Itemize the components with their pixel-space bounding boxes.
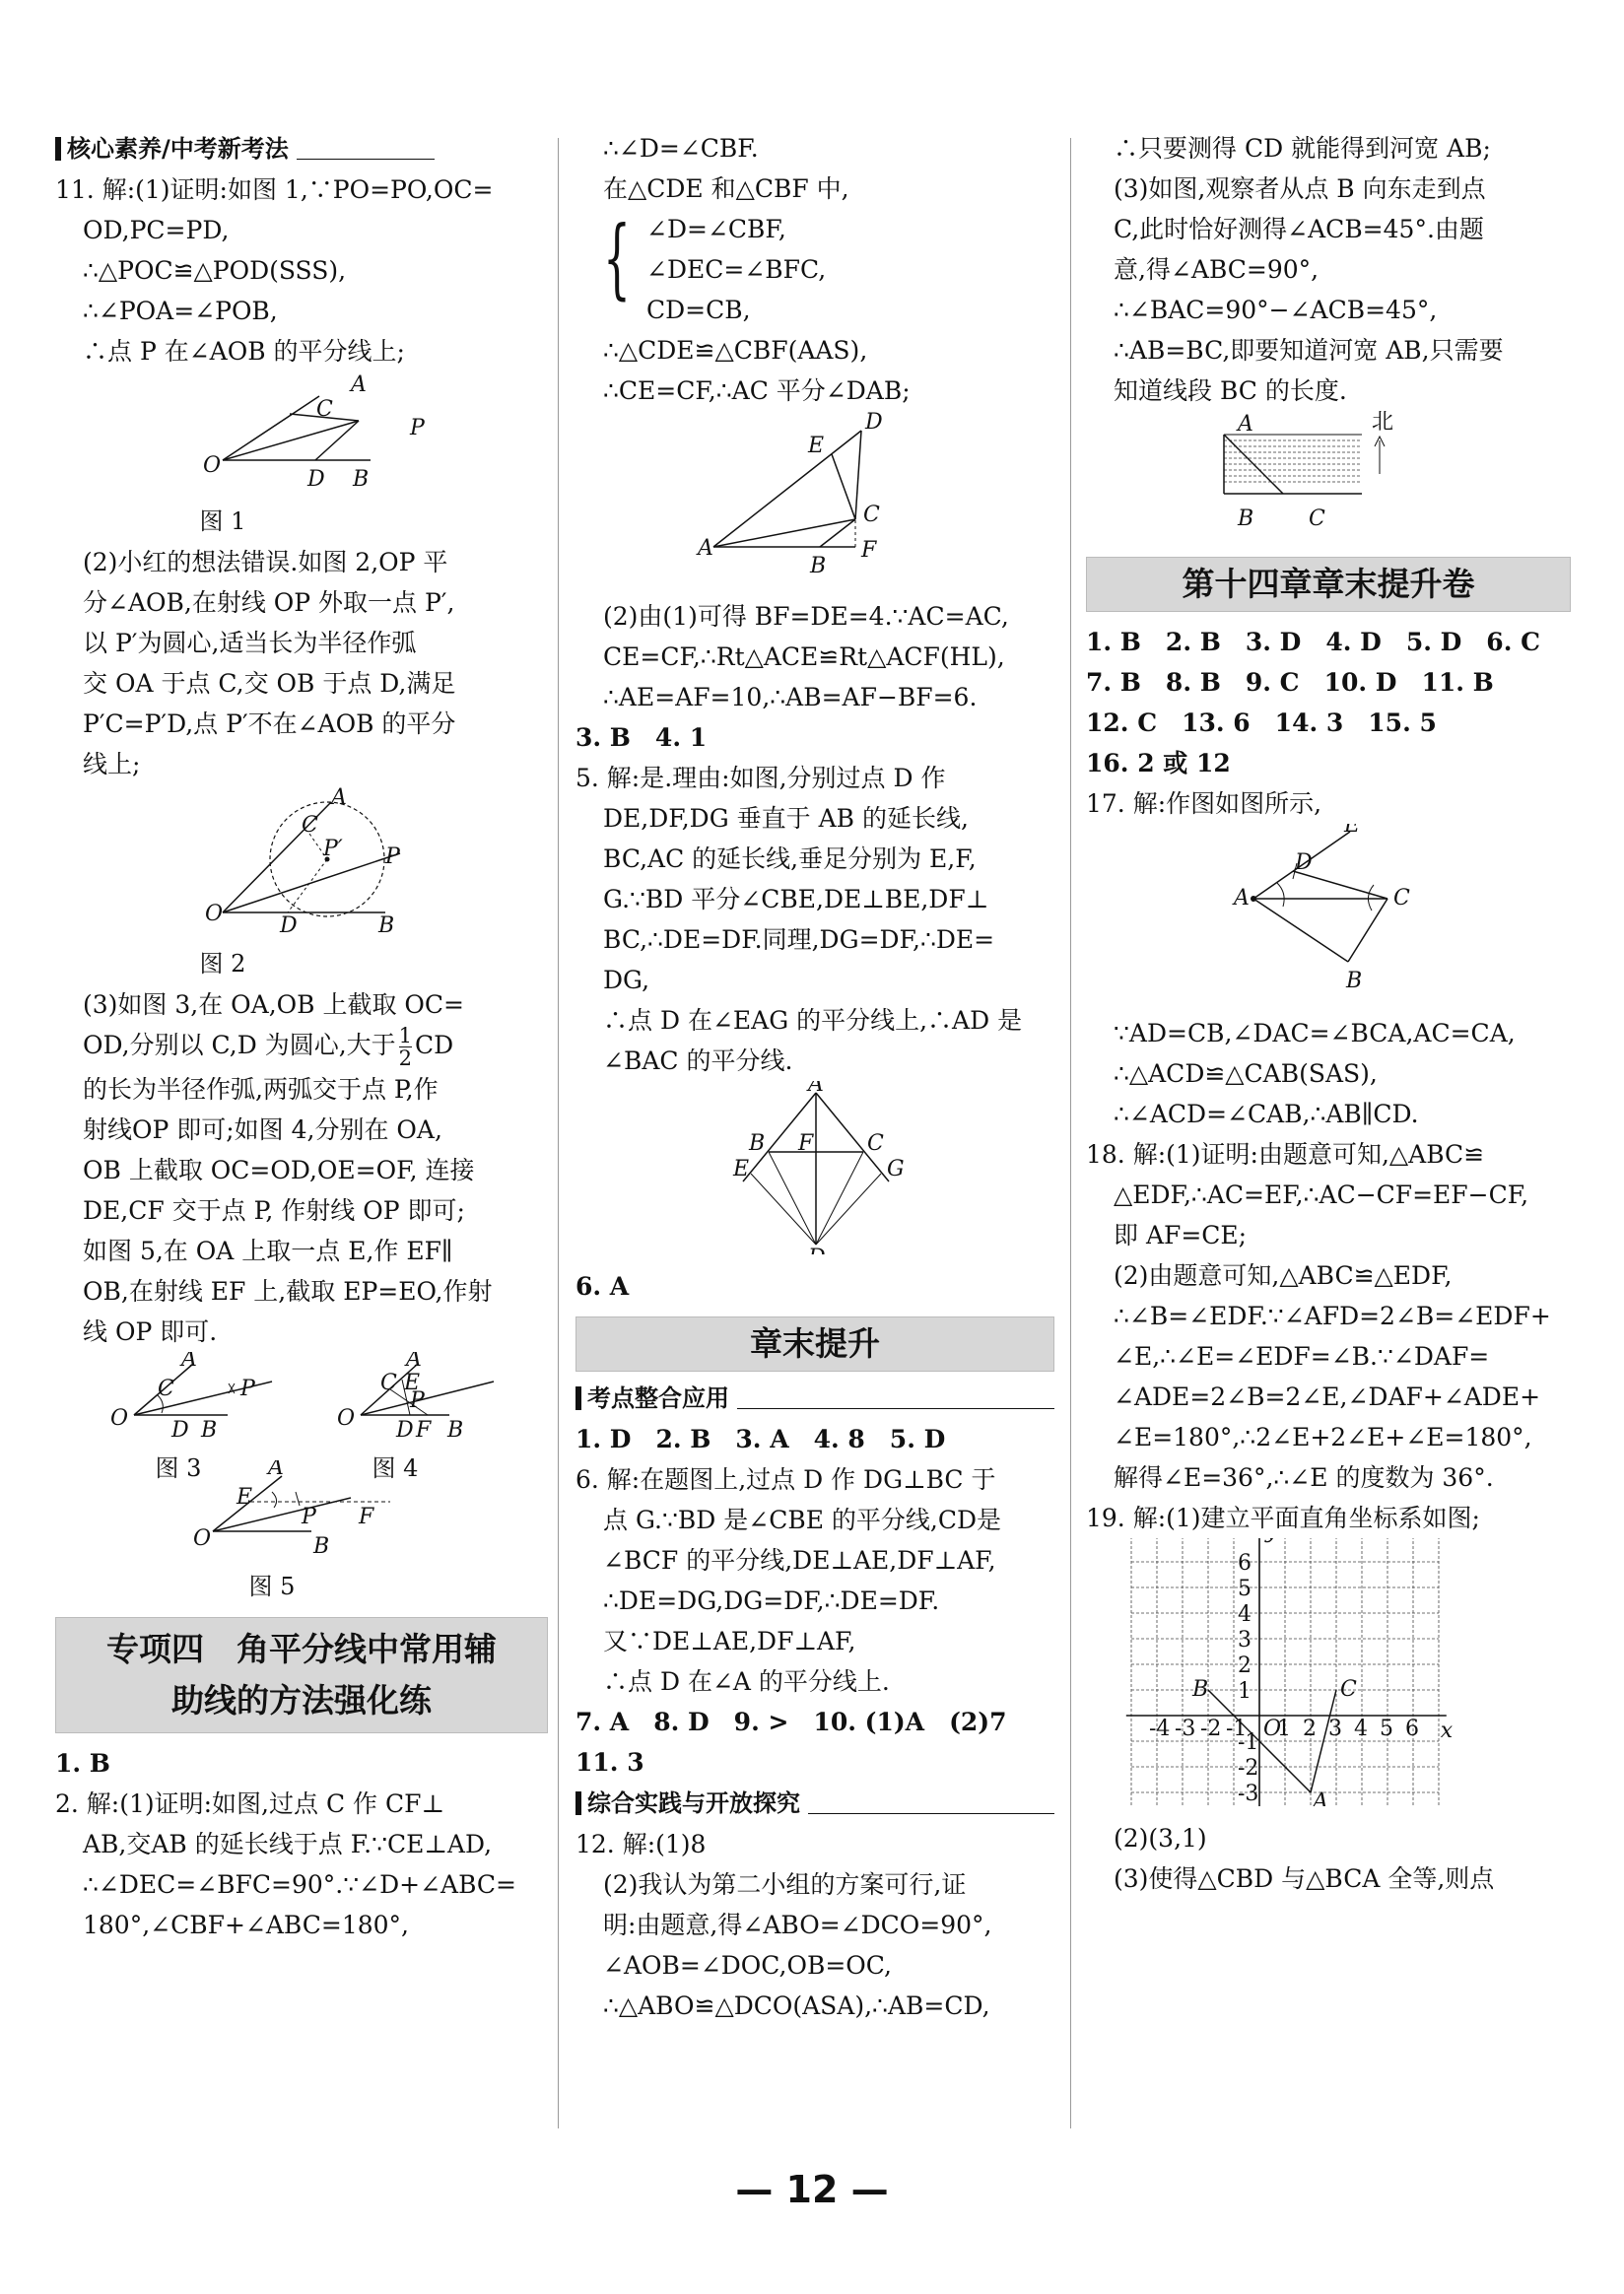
q12-line: (2)我认为第二小组的方案可行,证 — [603, 1870, 967, 1899]
svg-text:P: P — [410, 416, 425, 440]
svg-text:E: E — [733, 1157, 750, 1181]
figure-q5 — [575, 1081, 1054, 1266]
q19-line: 19. 解:(1)建立平面直角坐标系如图; — [1086, 1504, 1480, 1532]
x-tick-label: -2 — [1200, 1717, 1222, 1741]
banner-line: 助线的方法强化练 — [171, 1681, 432, 1720]
svg-text:B: B — [447, 1418, 464, 1437]
q5-line: G.∵BD 平分∠CBE,DE⊥BE,DF⊥ — [603, 885, 989, 913]
svg-text:O: O — [203, 453, 222, 478]
q11-text: OD,分别以 C,D 为圆心,大于 — [83, 1031, 396, 1059]
q11-line: ∴∠POA=∠POB, — [83, 297, 278, 325]
q18-line: 即 AF=CE; — [1114, 1221, 1248, 1249]
answers-1-5: 1. D 2. B 3. A 4. 8 5. D — [575, 1425, 946, 1453]
section-header: 考点整合应用 — [575, 1382, 1054, 1415]
left-brace: { — [603, 207, 631, 308]
banner-special-topic — [55, 1617, 548, 1733]
figure-2-diagram — [55, 784, 548, 932]
fraction — [399, 1025, 412, 1069]
figure-3-4-diagram — [55, 1352, 548, 1437]
svg-text:A: A — [406, 1352, 422, 1372]
figure-5-caption: 图 5 — [248, 1573, 296, 1600]
svg-text:E: E — [808, 434, 825, 458]
q18-line: △EDF,∴AC=EF,∴AC−CF=EF−CF, — [1114, 1181, 1529, 1209]
svg-text:A: A — [698, 536, 713, 561]
q18-line: ∠E=180°,∴2∠E+2∠E+∠E=180°, — [1114, 1423, 1532, 1451]
figure-1-diagram — [55, 371, 548, 490]
svg-text:A: A — [808, 1081, 824, 1097]
q11-line: P′C=P′D,点 P′不在∠AOB 的平分 — [83, 709, 456, 738]
banner-chapter-review: 章末提升 — [575, 1316, 1054, 1372]
q2-line: 2. 解:(1)证明:如图,过点 C 作 CF⊥ — [55, 1789, 444, 1818]
text-line: ∴CE=CF,∴AC 平分∠DAB; — [603, 376, 911, 405]
section-header: 核心素养/中考新考法 — [55, 132, 548, 166]
svg-text:C: C — [1309, 506, 1325, 531]
q11-line: 交 OA 于点 C,交 OB 于点 D,满足 — [83, 669, 456, 698]
column-1 — [55, 128, 548, 1945]
origin-label: O — [1263, 1717, 1282, 1741]
figure-q19-grid — [1086, 1538, 1571, 1818]
svg-text:O: O — [193, 1526, 212, 1551]
x-tick-label: 4 — [1354, 1717, 1368, 1741]
svg-text:O: O — [205, 902, 224, 926]
figures-3-4 — [55, 1352, 548, 1482]
q11-line: OB,在射线 EF 上,截取 EP=EO,作射 — [83, 1277, 493, 1306]
q11-line: DE,CF 交于点 P, 作射线 OP 即可; — [83, 1196, 465, 1225]
svg-text:F: F — [416, 1418, 432, 1437]
y-tick-label: 6 — [1238, 1551, 1252, 1576]
q12-line: 明:由题意,得∠ABO=∠DCO=90°, — [603, 1911, 992, 1939]
text-line: CE=CF,∴Rt△ACE≌Rt△ACF(HL), — [603, 642, 1005, 671]
point-C-label: C — [1340, 1677, 1357, 1702]
answer-1: 1. B — [55, 1749, 110, 1778]
text-line: 在△CDE 和△CBF 中, — [603, 174, 849, 203]
q17-line: ∴△ACD≌△CAB(SAS), — [1114, 1059, 1378, 1088]
answers-row: 7. B 8. B 9. C 10. D 11. B — [1086, 668, 1494, 697]
svg-text:B: B — [378, 913, 395, 932]
q6b-line: 6. 解:在题图上,过点 D 作 DG⊥BC 于 — [575, 1465, 996, 1494]
q11-line: 的长为半径作弧,两弧交于点 P,作 — [83, 1075, 439, 1104]
y-tick-label: -3 — [1238, 1782, 1259, 1806]
x-tick-label: 2 — [1303, 1717, 1317, 1741]
text-line: ∴∠D=∠CBF. — [603, 134, 759, 163]
q5-line: 5. 解:是.理由:如图,分别过点 D 作 — [575, 764, 946, 792]
answers-row: 12. C 13. 6 14. 3 15. 5 — [1086, 708, 1437, 737]
answer-11: 11. 3 — [575, 1748, 644, 1777]
text-line: C,此时恰好测得∠ACB=45°.由题 — [1114, 215, 1484, 243]
x-tick-label: -4 — [1149, 1717, 1171, 1741]
q5-line: DG, — [603, 966, 650, 994]
text-line: 知道线段 BC 的长度. — [1114, 376, 1347, 405]
y-tick-label: 5 — [1238, 1577, 1252, 1601]
x-tick-label: 3 — [1328, 1717, 1342, 1741]
y-tick-label: 2 — [1238, 1653, 1252, 1678]
figure-q2 — [575, 411, 1054, 596]
north-label: 北 — [1372, 411, 1394, 435]
q2-line: ∴∠DEC=∠BFC=90°.∵∠D+∠ABC= — [83, 1870, 516, 1899]
svg-text:A: A — [268, 1460, 284, 1480]
y-tick-label: 4 — [1238, 1602, 1252, 1627]
svg-text:C: C — [302, 813, 318, 838]
svg-text:A: A — [181, 1352, 197, 1372]
q18-line: 解得∠E=36°,∴∠E 的度数为 36°. — [1114, 1463, 1494, 1492]
text-line: ∴只要测得 CD 就能得到河宽 AB; — [1114, 134, 1491, 163]
svg-text:O: O — [337, 1406, 356, 1431]
svg-text:P: P — [302, 1505, 316, 1529]
q11-line: 线上; — [83, 750, 141, 778]
text-line: 意,得∠ABC=90°, — [1114, 255, 1320, 284]
column-2 — [575, 128, 1054, 2026]
q5-line: BC,∴DE=DF.同理,DG=DF,∴DE= — [603, 925, 995, 954]
q18-line: ∠ADE=2∠B=2∠E,∠DAF+∠ADE+ — [1114, 1383, 1541, 1411]
svg-text:C: C — [316, 397, 333, 422]
point-A-label: A — [1313, 1789, 1328, 1806]
q6b-line: ∠BCF 的平分线,DE⊥AE,DF⊥AF, — [603, 1546, 996, 1575]
section-header: 综合实践与开放探究 — [575, 1787, 1054, 1820]
q17-line: 17. 解:作图如图所示, — [1086, 789, 1322, 818]
svg-text:P: P — [240, 1377, 255, 1401]
q2-line: AB,交AB 的延长线于点 F.∵CE⊥AD, — [83, 1830, 493, 1858]
svg-text:D: D — [1295, 850, 1313, 875]
svg-text:B: B — [1346, 969, 1363, 993]
answer-6: 6. A — [575, 1272, 630, 1301]
q11-line: OB 上截取 OC=OD,OE=OF, 连接 — [83, 1156, 475, 1184]
svg-text:B: B — [1238, 506, 1254, 531]
text-line: ∴∠BAC=90°−∠ACB=45°, — [1114, 296, 1438, 324]
figure-q2-diagram — [575, 411, 1054, 584]
svg-text:C: C — [867, 1131, 884, 1156]
svg-text:E: E — [237, 1485, 253, 1510]
svg-text:D: D — [865, 411, 883, 435]
svg-text:B: B — [353, 467, 370, 490]
text-line: ∴△CDE≌△CBF(AAS), — [603, 336, 868, 365]
q11-line: 如图 5,在 OA 上取一点 E,作 EF∥ — [83, 1237, 453, 1265]
svg-text:E: E — [1344, 824, 1361, 838]
figure-5 — [55, 1460, 548, 1607]
q6b-line: 又∵DE⊥AE,DF⊥AF, — [603, 1627, 856, 1655]
x-tick-label: 6 — [1405, 1717, 1419, 1741]
x-tick-label: -3 — [1175, 1717, 1196, 1741]
q5-line: BC,AC 的延长线,垂足分别为 E,F, — [603, 844, 977, 873]
svg-text:P: P — [385, 844, 400, 869]
text-line: ∴AE=AF=10,∴AB=AF−BF=6. — [603, 683, 978, 711]
figure-q17-diagram — [1086, 824, 1571, 1001]
svg-text:P′: P′ — [323, 837, 343, 861]
coordinate-grid — [1086, 1538, 1571, 1806]
svg-text:A: A — [331, 785, 347, 810]
svg-text:B: B — [810, 554, 827, 578]
svg-text:D — [807, 1246, 826, 1254]
svg-text:B: B — [749, 1131, 766, 1156]
q11-line: 以 P′为圆心,适当长为半径作弧 — [83, 629, 417, 657]
q6b-line: 点 G.∵BD 是∠CBE 的平分线,CD是 — [603, 1506, 1002, 1534]
frac-numerator: 1 — [398, 1024, 413, 1047]
q2-line: 180°,∠CBF+∠ABC=180°, — [83, 1911, 409, 1939]
svg-text:E: E — [404, 1371, 421, 1395]
svg-text:D: D — [396, 1418, 414, 1437]
y-tick-label: 3 — [1238, 1628, 1252, 1653]
svg-text:B: B — [313, 1534, 330, 1555]
svg-text:D: D — [307, 467, 325, 490]
column-divider — [1070, 138, 1071, 2128]
q5-line: ∴点 D 在∠EAG 的平分线上,∴AD 是 — [603, 1006, 1023, 1035]
frac-denominator: 2 — [398, 1046, 413, 1070]
q11-line — [55, 1025, 548, 1069]
q17-line: ∴∠ACD=∠CAB,∴AB∥CD. — [1114, 1100, 1419, 1128]
y-axis-label — [1264, 1538, 1278, 1544]
brace-line: ∠D=∠CBF, — [646, 215, 786, 243]
x-tick-label: 1 — [1277, 1717, 1291, 1741]
q18-line: (2)由题意可知,△ABC≌△EDF, — [1114, 1261, 1453, 1290]
svg-text:A: A — [1238, 412, 1253, 437]
q11-line: (3)如图 3,在 OA,OB 上截取 OC= — [83, 990, 464, 1019]
svg-text:P: P — [410, 1388, 425, 1413]
column-divider — [558, 138, 559, 2128]
q12-line: 12. 解:(1)8 — [575, 1830, 707, 1858]
brace-line: ∠DEC=∠BFC, — [646, 255, 827, 284]
answers-7-10: 7. A 8. D 9. > 10. (1)A (2)7 — [575, 1708, 1007, 1736]
q18-line: ∴∠B=∠EDF.∵∠AFD=2∠B=∠EDF+ — [1114, 1302, 1551, 1330]
q11-line: 线 OP 即可. — [83, 1317, 218, 1346]
y-tick-label: 1 — [1238, 1679, 1252, 1704]
q11-line: (2)小红的想法错误.如图 2,OP 平 — [83, 548, 448, 576]
y-tick-label: -1 — [1238, 1730, 1259, 1755]
svg-text:O: O — [110, 1406, 129, 1431]
figure-5-diagram — [55, 1460, 548, 1555]
banner-line: 专项四 角平分线中常用辅 — [106, 1630, 497, 1668]
figure-q5-diagram — [575, 1081, 1054, 1254]
answers-row: 16. 2 或 12 — [1086, 749, 1231, 777]
x-tick-label: 5 — [1380, 1717, 1393, 1741]
svg-text:F: F — [359, 1505, 374, 1529]
q18-line: ∠E,∴∠E=∠EDF=∠B.∵∠DAF= — [1114, 1342, 1490, 1371]
q18-line: 18. 解:(1)证明:由题意可知,△ABC≌ — [1086, 1140, 1485, 1169]
svg-text:C: C — [863, 503, 880, 527]
q5-line: DE,DF,DG 垂直于 AB 的延长线, — [603, 804, 969, 833]
q6b-line: ∴点 D 在∠A 的平分线上. — [603, 1667, 890, 1696]
answers-3-4: 3. B 4. 1 — [575, 723, 708, 752]
text-line: (3)如图,观察者从点 B 向东走到点 — [1114, 174, 1486, 203]
point-B-label: B — [1192, 1677, 1209, 1702]
figure-4-caption: 图 4 — [372, 1454, 419, 1482]
svg-text:D: D — [171, 1418, 189, 1437]
congruence-system — [575, 209, 1054, 330]
svg-text:C: C — [1393, 886, 1410, 911]
figure-river-diagram — [1086, 411, 1571, 535]
q19-line: (3)使得△CBD 与△BCA 全等,则点 — [1114, 1864, 1495, 1893]
page-number: — 12 — — [735, 2168, 889, 2211]
q12-line: ∠AOB=∠DOC,OB=OC, — [603, 1951, 892, 1980]
x-tick-label: -1 — [1226, 1717, 1248, 1741]
svg-text:G: G — [887, 1157, 905, 1181]
brace-line: CD=CB, — [646, 296, 751, 324]
figure-2 — [55, 784, 548, 984]
q11-line: 射线OP 即可;如图 4,分别在 OA, — [83, 1115, 442, 1144]
x-axis-label: x — [1440, 1719, 1454, 1743]
q19-line: (2)(3,1) — [1114, 1824, 1207, 1853]
q11-line: 分∠AOB,在射线 OP 外取一点 P′, — [83, 588, 455, 617]
svg-text:A: A — [351, 372, 367, 397]
banner-chapter-test: 第十四章章末提升卷 — [1086, 557, 1571, 612]
svg-text:F: F — [861, 538, 877, 563]
q17-line: ∵AD=CB,∠DAC=∠BCA,AC=CA, — [1114, 1019, 1516, 1047]
text-line: (2)由(1)可得 BF=DE=4.∵AC=AC, — [603, 602, 1009, 631]
q12-line: ∴△ABO≌△DCO(ASA),∴AB=CD, — [603, 1991, 990, 2020]
figure-1-caption: 图 1 — [199, 507, 246, 535]
q6b-line: ∴DE=DG,DG=DF,∴DE=DF. — [603, 1586, 940, 1615]
q11-text: CD — [415, 1031, 454, 1059]
figure-3-caption: 图 3 — [155, 1454, 202, 1482]
text-line: ∴AB=BC,即要知道河宽 AB,只需要 — [1114, 336, 1504, 365]
figure-river — [1086, 411, 1571, 547]
svg-text:B: B — [201, 1418, 218, 1437]
svg-text:C: C — [158, 1377, 174, 1401]
q5-line: ∠BAC 的平分线. — [603, 1046, 793, 1075]
svg-text:C: C — [380, 1371, 397, 1395]
figure-1 — [55, 371, 548, 542]
y-tick-label: -2 — [1238, 1756, 1259, 1781]
q11-line: OD,PC=PD, — [83, 216, 230, 244]
q11-line: ∴△POC≌△POD(SSS), — [83, 256, 347, 285]
figure-q17 — [1086, 824, 1571, 1013]
svg-text:F: F — [798, 1131, 814, 1156]
q11-line: ∴点 P 在∠AOB 的平分线上; — [83, 337, 405, 366]
column-3 — [1086, 128, 1571, 1899]
svg-text:D: D — [280, 913, 298, 932]
figure-2-caption: 图 2 — [199, 950, 246, 978]
svg-text:A: A — [1234, 886, 1250, 911]
answers-row: 1. B 2. B 3. D 4. D 5. D 6. C — [1086, 628, 1541, 656]
q11-line: 11. 解:(1)证明:如图 1,∵PO=PO,OC= — [55, 175, 494, 204]
